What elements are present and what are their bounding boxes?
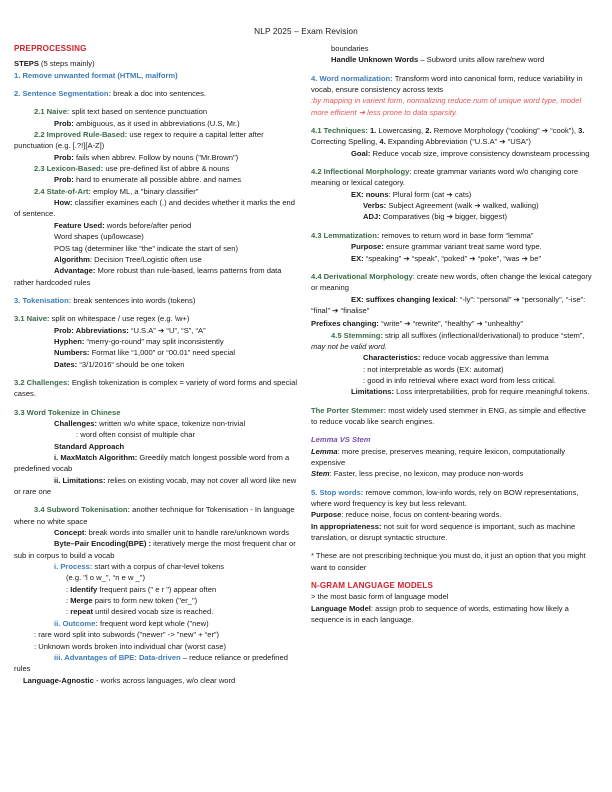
item-4-5-title: 4.5 Stemming:	[331, 330, 383, 340]
item-3-4-title: 3.4 Subword Tokenisation:	[34, 505, 131, 515]
concept-label: Concept	[54, 528, 85, 538]
steps-note: (5 steps mainly)	[41, 59, 95, 69]
item-3-4-bpe	[14, 538, 297, 561]
prob-label: Prob:	[54, 175, 74, 185]
step-5-body: remove common, low-info words, rely on BOW representations, where word frequency is key but less relevant.	[311, 487, 579, 509]
bpe-label: Byte–Pair Encoding(BPE) :	[54, 539, 152, 549]
porter-body: most widely used stemmer in ENG, as simple and effective to reduce vocab like search engines.	[311, 405, 587, 426]
limitations-label: ii. Limitations:	[54, 475, 106, 485]
lemma-label: Lemma	[311, 446, 338, 456]
abbreviations-label: Prob: Abbreviations:	[54, 325, 129, 335]
item-2-3-body: use pre-defined list of abbre & nouns	[103, 164, 230, 174]
prob-label: Prob:	[54, 152, 74, 162]
item-3-4-body: another technique for Tokenisation - In language where no white space	[14, 505, 295, 526]
step-2	[14, 88, 297, 99]
bpe-body: iteratively merge the most frequent char or sub in corpus to build a vocab	[14, 539, 296, 560]
ex-suffixes-label: EX: suffixes changing lexical	[351, 294, 456, 304]
item-2-3	[14, 163, 297, 174]
item-4-5-char-line2: : not interpretable as words (EX: automat)	[363, 364, 504, 374]
item-2-1	[14, 106, 297, 117]
goal-body: Reduce vocab size, improve consistency downsteam processing	[370, 148, 590, 158]
ngram-line-1: > the most basic form of language model	[311, 592, 449, 602]
identify-colon: :	[66, 584, 71, 594]
how-body: classifier examines each (.) and decides whether it marks the end of sentence.	[14, 198, 295, 219]
bpe-process-example: (e.g. "l o w_", “n e w _")	[66, 573, 145, 583]
item-3-1	[14, 313, 297, 324]
bpe-process	[14, 561, 297, 572]
item-3-2-title: 3.2 Challenges:	[14, 377, 70, 387]
item-2-1-title: 2.1 Naive:	[34, 107, 70, 117]
item-4-1-goal	[311, 148, 594, 159]
item-3-4-concept	[14, 527, 297, 538]
item-2-2	[14, 129, 297, 152]
maxmatch-body: Greedily match longest possible word from a predefined vocab	[14, 453, 290, 474]
item-3-3-limitations	[14, 475, 297, 498]
bpe-merge: : Merge pairs to form new token ("er_")	[66, 596, 198, 606]
hyphen-body: “merry-go-round” may split inconsistently	[84, 336, 224, 346]
limitations-body: relies on existing vocab, may not cover all word like new or rare one	[14, 475, 297, 497]
process-body: start with a corpus of char-level tokens	[92, 562, 225, 572]
footnote: * These are not prescribing technique you must do, it just an option that you might want to consider	[311, 551, 586, 572]
ex-adj-label: ADJ:	[363, 212, 381, 222]
bpe-advantages	[14, 652, 297, 675]
item-4-1-title: 4.1 Techniques:	[311, 126, 368, 136]
item-4-4-ex	[311, 294, 594, 317]
language-agnostic-label: Language-Agnostic	[23, 675, 94, 685]
item-3-1-body: split on whitespace / use regex (e.g. \w+)	[49, 314, 190, 324]
ex-suffixes-body: : “-ly”: “personal” ➔ “personally”, “-ise”: “final” ➔ “finalise”	[311, 294, 586, 315]
abbreviations-body: “U.S.A” ➔ “U”, “S”, “A”	[128, 325, 206, 335]
item-4-5	[311, 330, 594, 353]
item-4-5-char-line3: : good in info retrieval where exact word from less critical.	[363, 375, 556, 385]
step-1: 1. Remove unwanted format (HTML, malform)	[14, 70, 178, 80]
inappropriateness-label: In appropriateness:	[311, 521, 382, 531]
challenges-label: Challenges:	[54, 418, 98, 428]
prob-body: ambiguous, as it used in abbreviations (U.S, Mr.)	[73, 118, 240, 128]
step-5-title: 5. Stop words:	[311, 487, 364, 497]
item-3-3-maxmatch	[14, 452, 297, 475]
handle-unknown-words	[311, 54, 594, 65]
stopword-purpose-body: : reduce noise, focus on content-bearing words.	[341, 510, 502, 520]
inappropriateness-body: not suit for word sequence is important, such as machine translation, or disrupt syntactic structure.	[311, 521, 576, 543]
bpe-repeat: : repeat until desired vocab size is reached.	[66, 607, 214, 617]
item-4-3	[311, 230, 594, 241]
feature-used-body: words before/after period	[104, 220, 192, 230]
prob-label: Prob:	[54, 118, 74, 128]
numbers-label: Numbers:	[54, 348, 90, 358]
feature-used-label: Feature Used:	[54, 220, 105, 230]
prefixes-body: “write” ➔ “rewrite”, “healthy” ➔ “unhealthy”	[378, 319, 523, 329]
steps-line	[14, 58, 297, 69]
item-3-1-title: 3.1 Naive:	[14, 314, 50, 324]
purpose-label: Purpose:	[351, 242, 384, 252]
prob-body: fails when abbrev. Follow by nouns ("Mr.Brown")	[73, 152, 239, 162]
ex-verbs-label: Verbs:	[363, 201, 387, 211]
tech-num-2: 2.	[425, 126, 432, 136]
tech-body-1: Lowercasing,	[376, 126, 426, 136]
ex-nouns-label: EX: nouns	[351, 189, 389, 199]
identify-body: frequent pairs (" e r ") appear often	[97, 584, 217, 594]
item-3-1-numbers	[14, 347, 297, 358]
item-4-2-nouns	[311, 189, 594, 200]
algorithm-label: Algorithm	[54, 254, 90, 264]
bpe-outcome-line3: : Unknown words broken into individual char (worst case)	[34, 641, 227, 651]
step-4	[311, 73, 594, 96]
advantage-body: More robust than rule-based, learns patterns from data rather hardcoded rules	[14, 266, 282, 287]
dates-body: “3/1/2016“ should be one token	[77, 359, 185, 369]
page-title: NLP 2025 – Exam Revision	[254, 26, 358, 36]
item-2-4-body: employ ML, a "binary classifier"	[90, 186, 199, 196]
item-2-2-title: 2.2 Improved Rule-Based:	[34, 130, 128, 140]
step-4-body: Transform word into canonical form, reduce variability in vocab, ensure consistency across texts	[311, 73, 583, 95]
step-5-purpose	[311, 509, 594, 520]
step-2-body: break a doc into sentences.	[111, 89, 207, 99]
item-4-2-body: : create grammar variants word w/o changing core meaning or lexical category.	[311, 167, 579, 188]
porter-stemmer	[311, 405, 594, 428]
lemma-line	[311, 446, 594, 469]
item-3-2	[14, 377, 297, 400]
item-2-2-body: use regex to require a capital letter after punctuation (e.g. [.?!][A-Z])	[14, 130, 264, 151]
stem-limitations-label: Limitations:	[351, 387, 395, 397]
bpe-language-agnostic	[14, 675, 297, 686]
right-column	[311, 43, 594, 625]
step-3	[14, 295, 297, 306]
purpose-body: ensure grammar variant treat same word type.	[383, 242, 542, 252]
bpe-outcome	[14, 618, 297, 629]
item-4-4	[311, 271, 594, 294]
ngram-language-model	[311, 603, 594, 626]
item-2-4-wordshapes: Word shapes (up/lowcase)	[54, 232, 144, 242]
item-4-3-purpose	[311, 241, 594, 252]
item-2-4-algorithm	[14, 254, 297, 265]
item-2-4-postag: POS tag (determiner like “the” indicate the start of sen)	[54, 243, 239, 253]
item-3-1-hyphen	[14, 336, 297, 347]
step-5-inappropriateness	[311, 521, 594, 544]
item-3-3-title: 3.3 Word Tokenize in Chinese	[14, 407, 121, 417]
ex-label: EX:	[351, 253, 364, 263]
stopword-purpose-label: Purpose	[311, 510, 342, 520]
algorithm-body: : Decision Tree/Logistic often use	[89, 254, 202, 264]
goal-label: Goal:	[351, 148, 371, 158]
concept-body: : break words into smaller unit to handle rare/unknown words	[84, 528, 290, 538]
item-3-3-challenges	[14, 418, 297, 429]
standard-approach-label: Standard Approach	[54, 441, 125, 451]
repeat-body: until desired vocab size is reached.	[93, 607, 214, 617]
ex-adj-body: Comparatives (big ➔ bigger, biggest)	[380, 212, 507, 222]
step-4-title: 4. Word normalization:	[311, 73, 393, 83]
item-2-3-title: 2.3 Lexicon-Based:	[34, 164, 104, 174]
ex-body: “speaking” ➔ “speak”, “poked” ➔ “poke”, “was ➔ be”	[363, 253, 542, 263]
ex-verbs-body: Subject Agreement (walk ➔ walked, walking)	[386, 201, 539, 211]
stem-line	[311, 468, 594, 479]
language-model-label: Language Model	[311, 603, 371, 613]
item-3-3-challenges-line2: : word often consist of multiple char	[76, 430, 196, 440]
challenges-body: written w/o white space, tokenize non-trivial	[97, 418, 246, 428]
continued-boundaries: boundaries	[331, 44, 369, 53]
hyphen-label: Hyphen:	[54, 336, 85, 346]
ngram-heading: N-GRAM LANGUAGE MODELS	[311, 581, 434, 591]
language-agnostic-body: - works across languages, w/o clear word	[93, 675, 236, 685]
item-4-2	[311, 166, 594, 189]
preprocessing-heading: PREPROCESSING	[14, 44, 87, 53]
language-model-body: : assign prob to sequence of words, estimating how likely a sequence is in each language.	[311, 603, 569, 625]
prefixes-label: Prefixes changing:	[311, 319, 379, 329]
bpe-outcome-line2: : rare word split into subwords ("newer" -> "new" + “er”)	[34, 630, 220, 640]
step-3-body: break sentences into words (tokens)	[71, 295, 196, 305]
item-4-5-characteristics	[311, 352, 594, 363]
two-column-layout	[14, 43, 598, 686]
item-4-4-body: : create new words, often change the lexical category or meaning	[311, 271, 592, 293]
tech-num-1: 1.	[367, 126, 377, 136]
left-column	[14, 43, 297, 686]
item-2-4-advantage	[14, 265, 297, 288]
item-2-4	[14, 186, 297, 197]
how-label: How:	[54, 198, 73, 208]
step-2-title: 2. Sentence Segmentation:	[14, 89, 112, 99]
item-2-4-title: 2.4 State-of-Art:	[34, 186, 91, 196]
item-2-4-feature	[14, 220, 297, 231]
item-3-1-prob	[14, 325, 297, 336]
item-3-2-body: English tokenization is complex = variety of word forms and special cases.	[14, 377, 298, 399]
maxmatch-label: i. MaxMatch Algorithm:	[54, 453, 138, 462]
steps-label: STEPS	[14, 59, 39, 69]
handle-unknown-body: – Subword units allow rare/new word	[418, 55, 545, 65]
advantages-label: iii. Advantages of BPE: Data-driven	[54, 652, 181, 662]
step-5	[311, 487, 594, 510]
item-4-1	[311, 125, 594, 148]
item-3-4	[14, 504, 297, 527]
porter-label: The Porter Stemmer:	[311, 405, 387, 415]
item-4-2-verbs	[311, 200, 594, 211]
item-4-3-ex	[311, 253, 594, 264]
stem-limitations-body: Loss interpretabilities, prob for require meaningful tokens.	[394, 387, 590, 397]
item-4-3-title: 4.3 Lemmatization:	[311, 230, 380, 240]
advantage-label: Advantage:	[54, 266, 96, 276]
handle-unknown-label: Handle Unknown Words	[331, 55, 419, 65]
dates-label: Dates:	[54, 359, 78, 369]
characteristics-body: reduce vocab aggressive than lemma	[420, 353, 549, 363]
characteristics-label: Characteristics:	[363, 353, 421, 363]
item-4-2-adj	[311, 211, 594, 222]
item-4-3-body: removes to return word in base form “lemma”	[379, 230, 534, 240]
item-4-5-body: strip all suffixes (inflectional/derivational) to produce “stem”,	[382, 330, 585, 340]
item-2-3-prob	[14, 174, 297, 185]
item-4-4-title: 4.4 Derivational Morphology	[311, 271, 413, 281]
ex-nouns-body: : Plural form (cat ➔ cats)	[388, 189, 472, 199]
item-2-1-body: split text based on sentence punctuation	[69, 107, 208, 117]
stem-label: Stem	[311, 469, 330, 479]
tech-body-2: Remove Morphology (“cooking” ➔ “cook”),	[431, 126, 579, 136]
numbers-body: Format like “1,000” or “00.01” need special	[89, 348, 236, 358]
tech-body-3: Correcting Spelling,	[311, 137, 380, 147]
advantages-body: – reduce reliance or predefined rules	[14, 652, 288, 674]
step-3-title: 3. Tokenisation:	[14, 295, 72, 305]
tech-body-4: Expanding Abbreviation (“U.S.A” ➔ “USA”)	[385, 137, 531, 147]
item-2-2-prob	[14, 152, 297, 163]
item-2-4-how	[14, 197, 297, 220]
tech-num-3: 3.	[578, 126, 585, 136]
prob-body: hard to enumerate all possible abbre. and names	[73, 175, 241, 185]
merge-body: pairs to form new token ("er_")	[92, 596, 198, 606]
process-label: i. Process:	[54, 562, 93, 572]
item-2-1-prob	[14, 118, 297, 129]
lemma-body: : more precise, preserves meaning, require lexicon, computationally expensive	[311, 446, 566, 467]
item-4-2-title: 4.2 Inflectional Morphology	[311, 167, 410, 177]
bpe-identify: : Identify frequent pairs (" e r ") appear often	[66, 584, 217, 594]
item-4-5-body-italic: may not be valid word.	[311, 341, 387, 351]
tech-num-4: 4.	[379, 137, 386, 147]
outcome-body: frequent word kept whole ("new)	[97, 618, 209, 628]
step-4-note: :by mapping in varient form, normalizing reduce num of unique word type, model more efficient ➔ less prone to data sparsity.	[311, 96, 582, 117]
lemma-vs-stem-heading: Lemma VS Stem	[311, 435, 371, 445]
outcome-label: ii. Outcome:	[54, 618, 98, 628]
item-4-4-prefixes	[311, 318, 594, 329]
item-3-1-dates	[14, 359, 297, 370]
item-4-5-limitations	[311, 386, 594, 397]
stem-body: : Faster, less precise, no lexicon, may produce non-words	[329, 469, 524, 479]
